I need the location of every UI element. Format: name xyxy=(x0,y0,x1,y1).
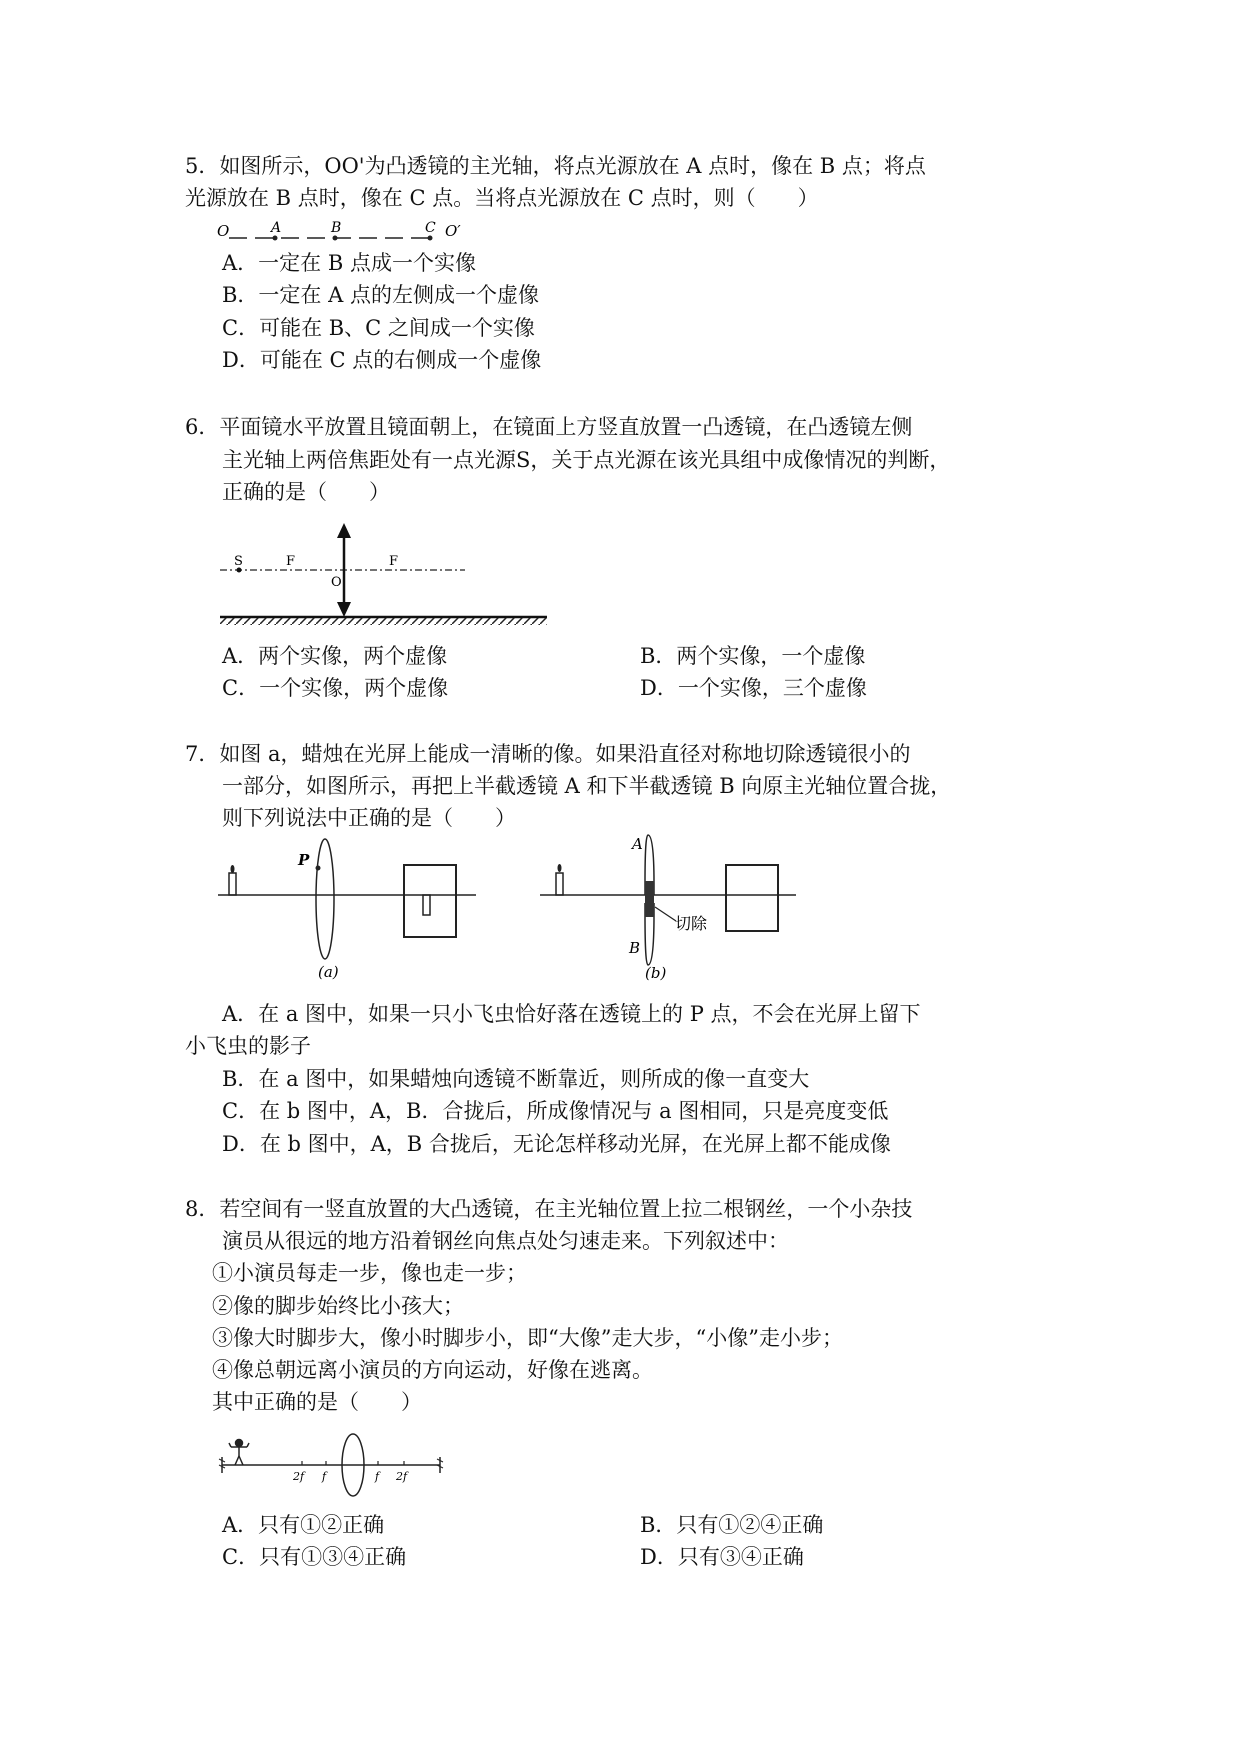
q8-statement-1: ①小演员每走一步，像也走一步； xyxy=(212,1261,527,1285)
q6-option-c[interactable]: C．一个实像，两个虚像 xyxy=(222,676,449,700)
q7b-cut-region xyxy=(645,881,654,917)
q7a-label-p: P xyxy=(298,851,310,869)
q5-stem-line1: 5．如图所示，OO'为凸透镜的主光轴，将点光源放在 A 点时，像在 B 点；将点 xyxy=(185,154,926,178)
q7b-candle xyxy=(556,873,563,895)
q8-stem-line2: 演员从很远的地方沿着钢丝向焦点处匀速走来。下列叙述中： xyxy=(222,1229,789,1253)
q7-stem-line3: 则下列说法中正确的是（ ） xyxy=(222,806,516,830)
q6-lens-arrow-up xyxy=(337,523,351,538)
q7a-candle-flame xyxy=(231,865,235,873)
q6-label-s: S xyxy=(234,554,243,569)
q7-option-a-line1[interactable]: A．在 a 图中，如果一只小飞虫恰好落在透镜上的 P 点，不会在光屏上留下 xyxy=(222,1002,921,1026)
q8-label-2f-left: 2f xyxy=(293,1470,305,1483)
q6-mirror-lens-figure xyxy=(220,520,550,630)
q7-option-d[interactable]: D．在 b 图中，A，B 合拢后，无论怎样移动光屏，在光屏上都不能成像 xyxy=(222,1132,891,1156)
q5-option-a[interactable]: A．一定在 B 点成一个实像 xyxy=(222,251,476,275)
q7-stem-line1: 7．如图 a，蜡烛在光屏上能成一清晰的像。如果沿直径对称地切除透镜很小的 xyxy=(185,742,911,766)
q7a-point-p xyxy=(316,866,321,871)
q7b-label-b: B xyxy=(629,939,641,957)
q8-statement-4: ④像总朝远离小演员的方向运动，好像在逃离。 xyxy=(212,1358,653,1382)
q7-option-b[interactable]: B．在 a 图中，如果蜡烛向透镜不断靠近，则所成的像一直变大 xyxy=(222,1067,810,1091)
q7a-candle xyxy=(229,873,236,895)
q7a-image xyxy=(423,895,430,915)
q6-label-f1: F xyxy=(286,554,296,569)
q7a-lens xyxy=(316,839,334,959)
q7b-candle-flame xyxy=(558,864,562,872)
q8-acrobat xyxy=(229,1440,249,1466)
q8-tightrope-figure xyxy=(218,1432,448,1496)
q5-option-d[interactable]: D．可能在 C 点的右侧成一个虚像 xyxy=(222,348,542,372)
q7-stem-line2: 一部分，如图所示，再把上半截透镜 A 和下半截透镜 B 向原主光轴位置合拢， xyxy=(222,774,952,798)
q8-statement-3: ③像大时脚步大，像小时脚步小，即“大像”走大步，“小像”走小步； xyxy=(212,1326,843,1350)
q5-label-o: O xyxy=(217,222,230,240)
q6-stem-line1: 6．平面镜水平放置且镜面朝上，在镜面上方竖直放置一凸透镜，在凸透镜左侧 xyxy=(185,415,913,439)
q6-option-b[interactable]: B．两个实像，一个虚像 xyxy=(640,644,866,668)
q5-label-b: B xyxy=(331,220,342,236)
q7b-caption: (b) xyxy=(645,964,667,982)
q5-point-c xyxy=(428,236,433,241)
q5-label-c: C xyxy=(425,220,436,236)
q6-stem-line3: 正确的是（ ） xyxy=(222,480,390,504)
q8-stem-line1: 8．若空间有一竖直放置的大凸透镜，在主光轴位置上拉二根钢丝，一个小杂技 xyxy=(185,1197,913,1221)
q8-option-b[interactable]: B．只有①②④正确 xyxy=(640,1513,824,1537)
q7-figure-b xyxy=(540,835,800,982)
q6-mirror-hatching xyxy=(220,618,547,625)
q6-option-a[interactable]: A．两个实像，两个虚像 xyxy=(222,644,448,668)
q8-statement-2: ②像的脚步始终比小孩大； xyxy=(212,1294,464,1318)
q5-option-b[interactable]: B．一定在 A 点的左侧成一个虚像 xyxy=(222,283,539,307)
q8-label-f-right: f xyxy=(375,1470,380,1483)
q6-label-o: O xyxy=(331,575,342,590)
q7-option-c[interactable]: C．在 b 图中，A，B．合拢后，所成像情况与 a 图相同，只是亮度变低 xyxy=(222,1099,889,1123)
q5-point-b xyxy=(333,236,338,241)
q7b-label-a: A xyxy=(632,835,643,853)
q7a-caption: (a) xyxy=(318,963,339,981)
q6-lens-arrow-down xyxy=(337,602,351,617)
q6-stem-line2: 主光轴上两倍焦距处有一点光源S，关于点光源在该光具组中成像情况的判断， xyxy=(222,448,951,472)
q7-figure-a xyxy=(218,843,480,981)
q8-label-f-left: f xyxy=(322,1470,327,1483)
q6-option-d[interactable]: D．一个实像，三个虚像 xyxy=(640,676,867,700)
q8-question: 其中正确的是（ ） xyxy=(212,1390,422,1414)
q5-axis-figure xyxy=(215,218,495,244)
q8-option-a[interactable]: A．只有①②正确 xyxy=(222,1513,385,1537)
q8-option-d[interactable]: D．只有③④正确 xyxy=(640,1545,804,1569)
q8-label-2f-right: 2f xyxy=(396,1470,408,1483)
q7b-screen xyxy=(726,865,778,931)
q5-label-o-prime: O′ xyxy=(445,222,461,240)
q7-option-a-line2[interactable]: 小飞虫的影子 xyxy=(185,1034,311,1058)
q5-stem-line2: 光源放在 B 点时，像在 C 点。当将点光源放在 C 点时，则（ ） xyxy=(185,186,819,210)
q5-option-c[interactable]: C．可能在 B、C 之间成一个实像 xyxy=(222,316,535,340)
q5-point-a xyxy=(273,236,278,241)
q6-label-f2: F xyxy=(389,554,399,569)
q7b-label-cut: 切除 xyxy=(675,914,708,933)
q8-option-c[interactable]: C．只有①③④正确 xyxy=(222,1545,407,1569)
q5-label-a: A xyxy=(271,220,282,236)
